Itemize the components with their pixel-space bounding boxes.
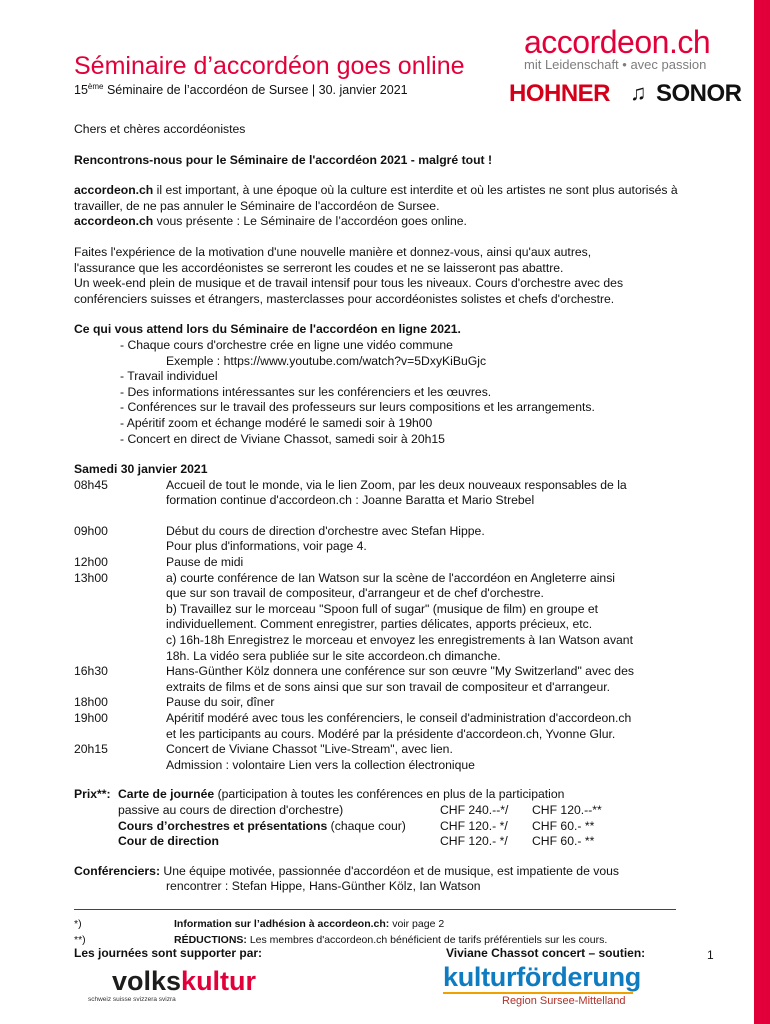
experience-line-2: l'assurance que les accordéonistes se serreront les coudes et ne se laisseront pas abattre. [74,260,564,275]
price-row [74,787,714,803]
price-row [74,819,714,835]
expect-heading: Ce qui vous attend lors du Séminaire de l'accordéon en ligne 2021. [74,322,461,337]
footnote-title: RÉDUCTIONS: [174,933,247,946]
headline: Rencontrons-nous pour le Séminaire de l'accordéon 2021 - malgré tout ! [74,152,493,167]
subtitle-text: Séminaire de l’accordéon de Sursee | 30. janvier 2021 [103,83,408,98]
subtitle-number: 15 [74,83,88,98]
footnote-title: Information sur l’adhésion à accordeon.ch: [174,917,390,930]
schedule-description [166,742,714,773]
greeting: Chers et chères accordéonistes [74,122,246,136]
experience-line-4: conférenciers suisses et étrangers, masterclasses pour accordéonistes solistes et chefs d'orchestre. [74,291,615,306]
schedule-row [74,478,714,509]
accordeon-logo: accordeon.ch [524,24,711,60]
price-member: CHF 120.- */ [440,818,508,833]
page-title: Séminaire d’accordéon goes online [74,52,465,80]
schedule-time: 09h00 [74,523,108,538]
price-item-desc: (participation à toutes les conférences en plus de la participation [214,787,565,802]
brand-name: accordeon.ch [74,183,154,198]
footnote-text: voir page 2 [389,917,445,930]
expect-item: - Concert en direct de Viviane Chassot, samedi soir à 20h15 [120,431,445,446]
subtitle-superscript: ème [87,82,104,91]
schedule-time: 12h00 [74,555,108,570]
schedule-line: Hans-Günther Kölz donnera une conférence sur son œuvre "My Switzerland" avec des [166,664,634,679]
price-reduced: CHF 60.- ** [532,818,595,833]
schedule-time: 19h00 [74,711,108,725]
expect-item: - Apéritif zoom et échange modéré le samedi soir à 19h00 [120,415,433,430]
schedule-line: Accueil de tout le monde, via le lien Zoom, par les deux nouveaux responsables de la [166,477,627,492]
schedule-heading: Samedi 30 janvier 2021 [74,462,208,477]
schedule-description [166,695,714,711]
footnote-mark: *) [74,917,82,930]
schedule-row [74,742,714,773]
speakers-label: Conférenciers: [74,863,161,878]
schedule-line: a) courte conférence de Ian Watson sur la scène de l'accordéon en Angleterre ainsi [166,570,616,585]
expect-item: - Conférences sur le travail des professeurs sur leurs compositions et les arrangements. [120,400,595,415]
schedule-line: c) 16h-18h Enregistrez le morceau et envoyez les enregistrements à Ian Watson avant [166,633,633,648]
schedule-description [166,524,714,555]
sonor-mark-icon: ♫ [630,80,647,105]
volkskultur-logo [112,966,256,997]
price-label: Prix**: [74,787,111,802]
speakers-text: Une équipe motivée, passionnée d'accordéon et de musique, est impatiente de vous [160,863,619,878]
schedule-line: Admission : volontaire Lien vers la collection électronique [166,757,475,772]
volkskultur-subtitle: schweiz suisse svizzera svizra [88,996,176,1003]
price-member: CHF 240.--*/ [440,802,509,817]
intro-text: il est important, à une époque où la culture est interdite et où les artistes ne sont plus autorisés à travailler, de ne pas annuler le Séminaire de l'accordéon de Sursee. [74,183,678,213]
schedule-line: Pour plus d'informations, voir page 4. [166,539,367,554]
schedule-line: Pause du soir, dîner [166,695,275,710]
experience-line-1: Faites l'expérience de la motivation d'une nouvelle manière et donnez-vous, ainsi qu'aux autres, [74,244,592,259]
price-row [74,803,714,819]
price-item-name: Carte de journée [118,787,215,802]
schedule-row [74,555,714,571]
schedule-time: 16h30 [74,664,108,679]
schedule-line: Pause de midi [166,555,244,570]
schedule-time: 13h00 [74,570,108,585]
price-item-desc: (chaque cour) [327,818,406,833]
intro-paragraph [74,183,714,214]
price-item-desc: passive au cours de direction d'orchestre) [118,802,344,817]
page-number: 1 [707,948,714,962]
price-reduced: CHF 60.- ** [532,834,595,849]
price-list [74,787,714,849]
schedule-description [166,571,714,665]
schedule-time: 18h00 [74,695,108,710]
concert-support-label: Viviane Chassot concert – soutien: [446,946,646,960]
schedule-line: extraits de films et de sons ainsi que sur son travail de compositeur et d'arrangeur. [166,679,611,694]
schedule-line: et les participants au cours. Modéré par la présidente d'accordeon.ch, Yvonne Glur. [166,726,616,741]
sonor-logo: SONOR [656,80,742,107]
footnote-mark: **) [74,933,86,946]
schedule-list [74,478,714,774]
speakers-paragraph [74,864,714,880]
schedule-row [74,711,714,742]
schedule-line: 18h. La vidéo sera publiée sur le site accordeon.ch dimanche. [166,648,501,663]
volkskultur-logo-part-1: volks [112,966,182,996]
schedule-row [74,695,714,711]
schedule-line: b) Travaillez sur le morceau "Spoon full of sugar" (musique de film) en groupe et [166,601,599,616]
schedule-row [74,524,714,555]
kulturfoerderung-underline [443,992,633,994]
brand-name: accordeon.ch [74,214,154,229]
document-body [74,122,714,948]
price-reduced: CHF 120.--** [532,802,602,817]
footnote-text: Les membres d'accordeon.ch bénéficient de tarifs préférentiels sur les cours. [246,933,608,946]
schedule-line: individuellement. Comment enregistrer, parties délicates, apports précieux, etc. [166,617,593,632]
footnote [74,916,714,932]
schedule-description [166,555,714,571]
kulturfoerderung-region: Region Sursee-Mittelland [502,995,626,1007]
speakers-names: rencontrer : Stefan Hippe, Hans-Günther Kölz, Ian Watson [166,879,481,894]
accordeon-tagline: mit Leidenschaft • avec passion [524,57,707,72]
kulturfoerderung-logo: kulturförderung [443,962,641,992]
intro-paragraph-2 [74,214,714,230]
schedule-description [166,711,714,742]
price-item-name: Cour de direction [118,834,219,849]
expect-item: - Chaque cours d'orchestre crée en ligne une vidéo commune [120,337,453,352]
schedule-description [166,478,714,509]
schedule-line: que sur son travail de compositeur, d'arrangeur et de chef d'orchestre. [166,586,544,601]
page-subtitle [74,82,408,97]
expect-item: - Des informations intéressantes sur les conférenciers et les œuvres. [120,384,492,399]
price-row [74,834,714,850]
schedule-line: Apéritif modéré avec tous les conférenciers, le conseil d'administration d'accordeon.ch [166,711,632,725]
hohner-logo: HOHNER [509,80,611,107]
schedule-time: 20h15 [74,742,108,757]
brand-side-bar [754,0,770,1024]
support-label: Les journées sont supporter par: [74,946,263,960]
schedule-time: 08h45 [74,477,108,492]
schedule-line: formation continue d'accordeon.ch : Joanne Baratta et Mario Strebel [166,493,535,508]
schedule-row [74,571,714,665]
schedule-line: Début du cours de direction d'orchestre avec Stefan Hippe. [166,523,485,538]
volkskultur-logo-part-2: kultur [181,966,257,996]
schedule-row [74,664,714,695]
experience-line-3: Un week-end plein de musique et de travail intensif pour tous les niveaux. Cours d'orchestre avec des [74,276,624,291]
intro-text-2: vous présente : Le Séminaire de l’accordéon goes online. [153,214,467,229]
schedule-line: Concert de Viviane Chassot "Live-Stream", avec lien. [166,742,453,757]
price-item-name: Cours d’orchestres et présentations [118,818,328,833]
expect-example-link[interactable]: Exemple : https://www.youtube.com/watch?v=5DxyKiBuGjc [166,353,487,368]
expect-item: - Travail individuel [120,369,218,384]
price-member: CHF 120.- */ [440,834,508,849]
schedule-description [166,664,714,695]
